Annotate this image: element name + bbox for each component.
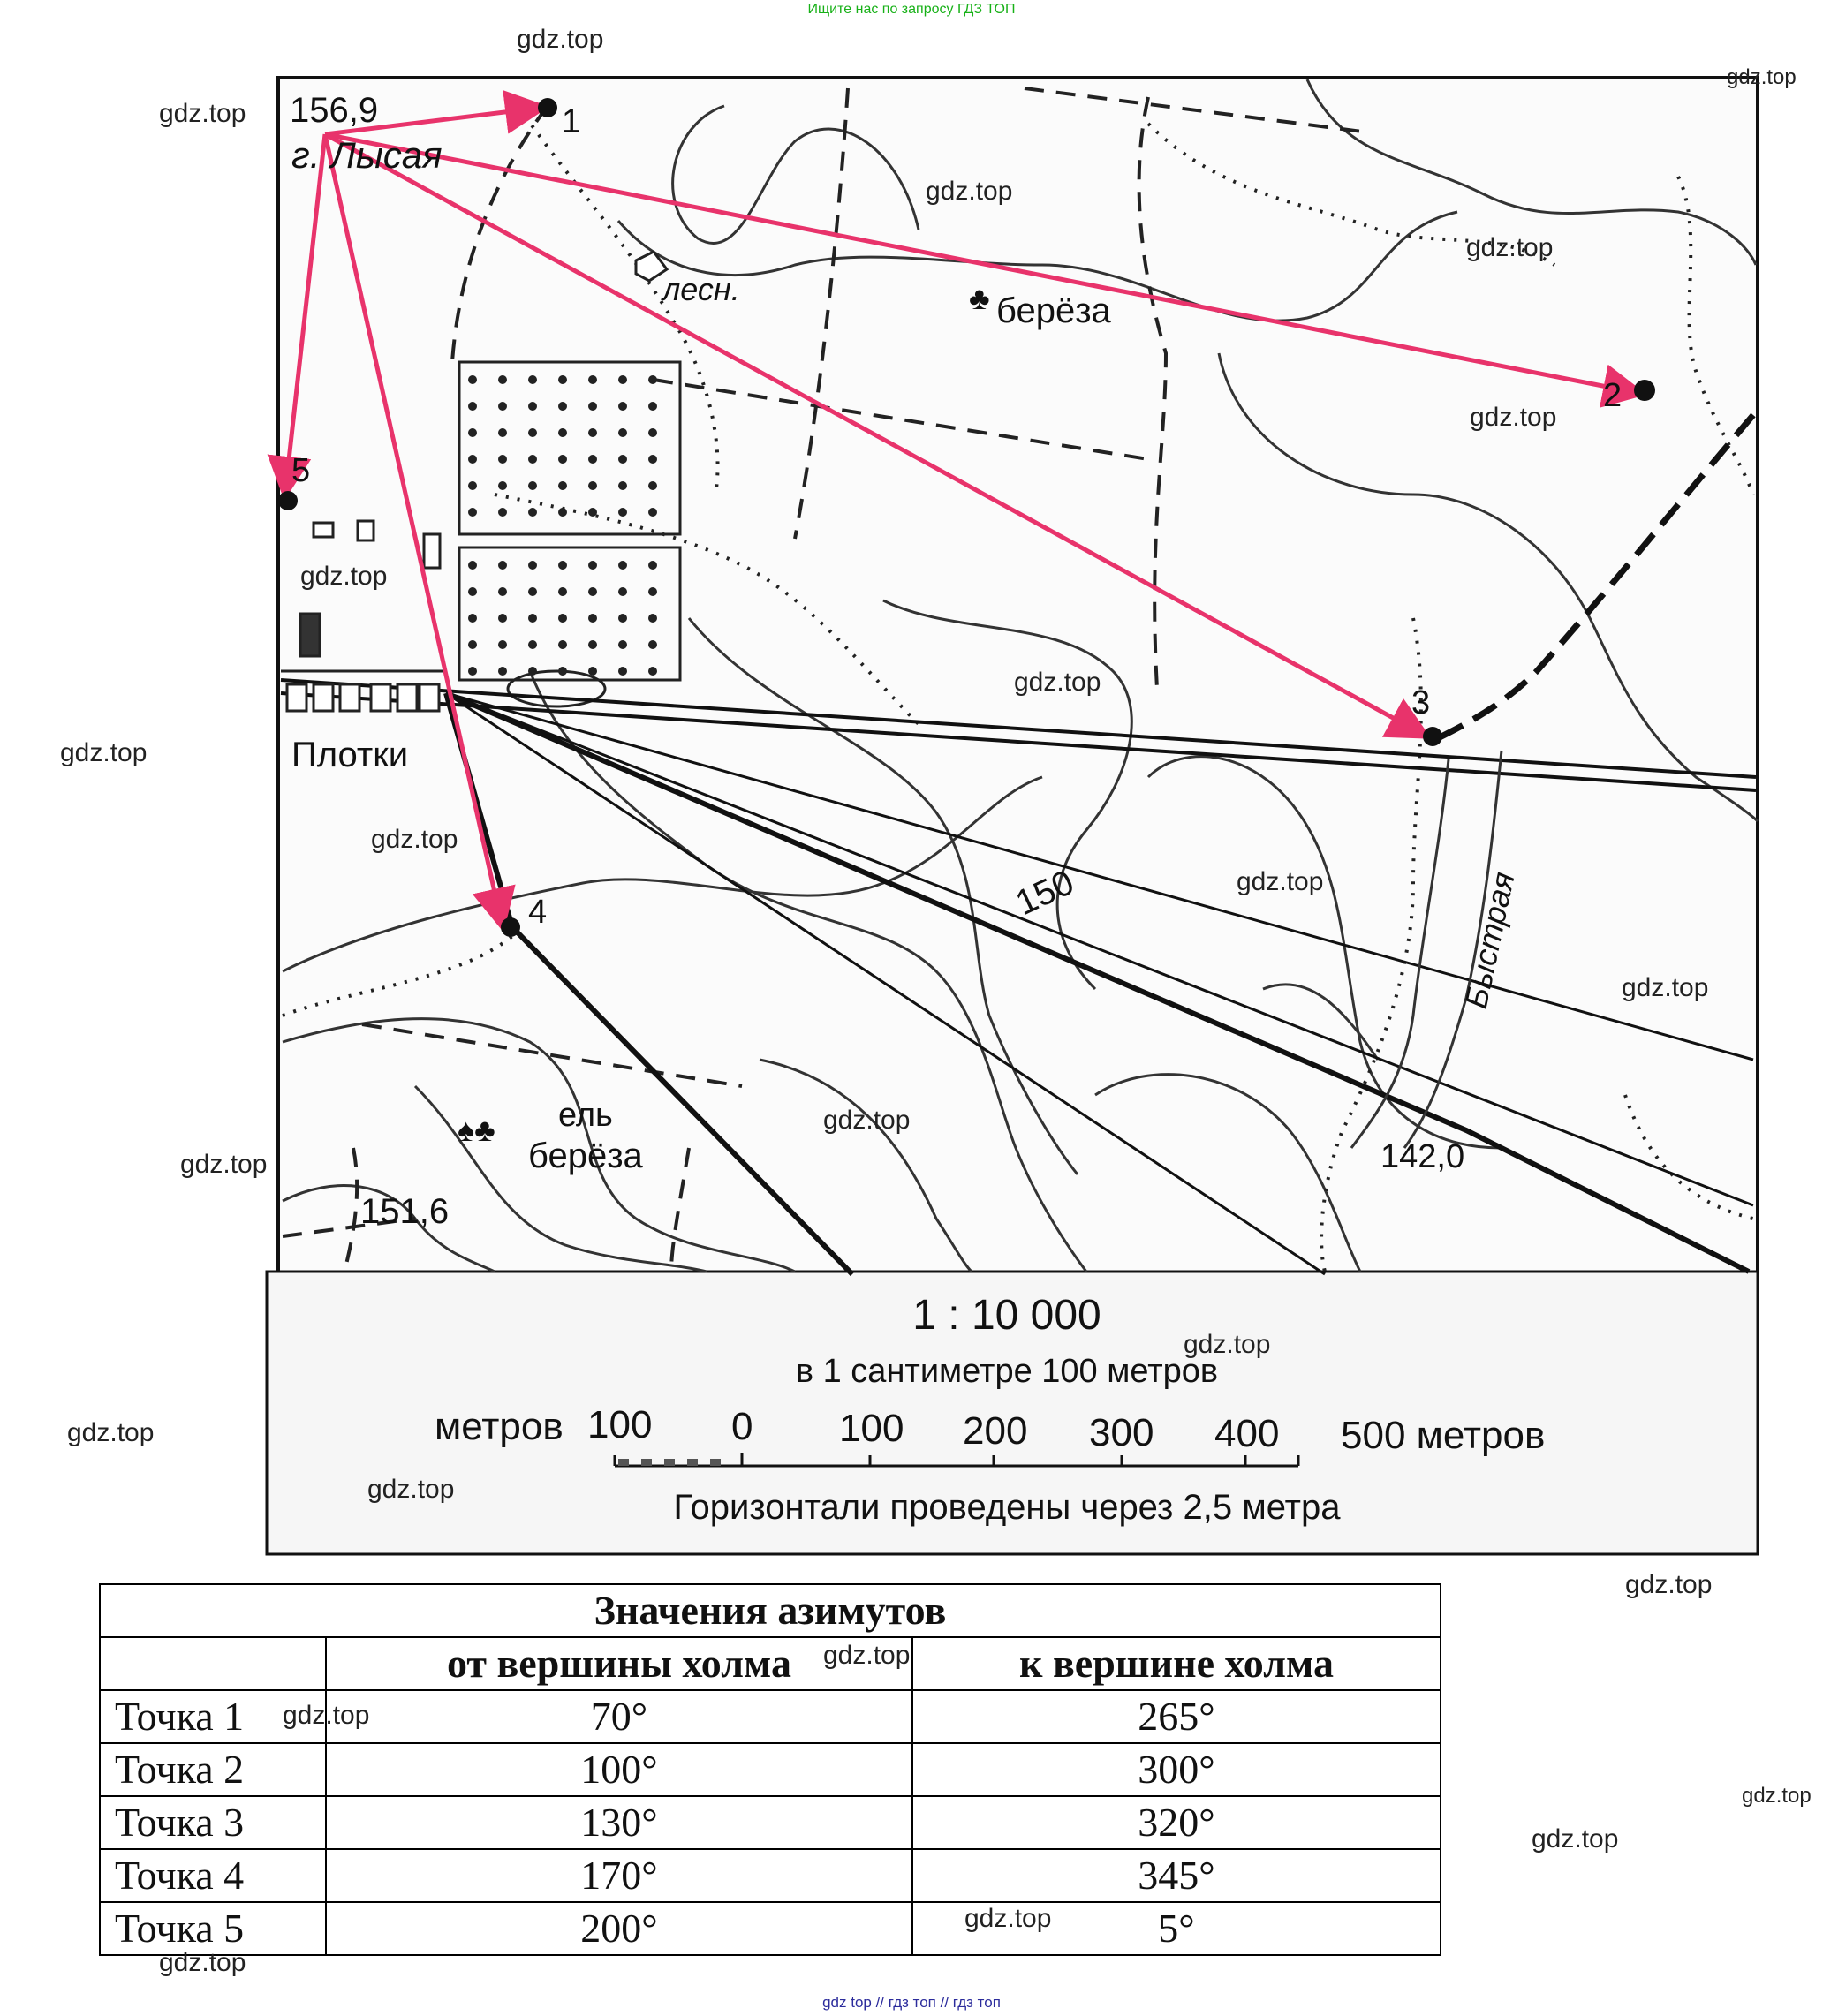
row-to: 265° (912, 1690, 1441, 1743)
orchard-tree-dot (468, 508, 477, 517)
watermark: gdz.top (159, 99, 246, 128)
orchard-tree-dot (588, 561, 597, 570)
row-from: 200° (326, 1902, 912, 1955)
orchard-tree-dot (618, 375, 627, 384)
orchard-tree-dot (618, 402, 627, 411)
orchard-tree-dot (648, 561, 657, 570)
spot-height-142: 142,0 (1380, 1138, 1465, 1175)
svg-text:♠♣: ♠♣ (458, 1112, 495, 1148)
point-4-label: 4 (528, 894, 548, 931)
point-3-label: 3 (1411, 684, 1431, 721)
orchard-tree-dot (648, 667, 657, 676)
orchard-tree-dot (618, 455, 627, 464)
row-to: 345° (912, 1849, 1441, 1902)
orchard-tree-dot (648, 402, 657, 411)
orchard-tree-dot (618, 508, 627, 517)
azimuth-table (99, 1583, 1441, 1956)
orchard-tree-dot (648, 455, 657, 464)
scale-title: 1 : 10 000 (912, 1292, 1101, 1339)
orchard-tree-dot (648, 481, 657, 490)
row-from: 170° (326, 1849, 912, 1902)
orchard-tree-dot (618, 561, 627, 570)
row-from: 100° (326, 1743, 912, 1796)
watermark: gdz.top (1184, 1330, 1271, 1359)
row-point: Точка 3 (100, 1796, 326, 1849)
orchard-tree-dot (498, 481, 507, 490)
orchard-tree-dot (618, 667, 627, 676)
watermark: gdz.top (60, 738, 148, 767)
village-label: Плотки (291, 736, 409, 774)
orchard-tree-dot (468, 614, 477, 623)
watermark: gdz.top (367, 1475, 455, 1504)
header-note: Ищите нас по запросу ГДЗ ТОП (807, 2, 1016, 17)
svg-text:400: 400 (1214, 1412, 1280, 1455)
orchard-tree-dot (618, 587, 627, 596)
orchard-tree-dot (498, 455, 507, 464)
orchard-tree-dot (648, 614, 657, 623)
orchard-tree-dot (528, 375, 537, 384)
orchard-tree-dot (558, 614, 567, 623)
point-1-label: 1 (562, 103, 581, 140)
svg-text:100: 100 (587, 1403, 653, 1446)
table-row (100, 1743, 1441, 1796)
scale-note: в 1 сантиметре 100 метров (795, 1353, 1219, 1390)
svg-text:300: 300 (1089, 1411, 1154, 1454)
orchard-tree-dot (498, 614, 507, 623)
watermark: gdz.top (926, 177, 1013, 206)
orchard-tree-dot (468, 402, 477, 411)
orchard-tree-dot (468, 667, 477, 676)
tree-label-bottom-2: берёза (528, 1136, 643, 1175)
tree-label-bottom-1: ель (558, 1097, 613, 1134)
watermark: gdz.top (1622, 973, 1709, 1002)
svg-text:100: 100 (839, 1407, 904, 1450)
watermark: gdz.top (823, 1106, 911, 1135)
orchard-tree-dot (468, 428, 477, 437)
row-point: Точка 2 (100, 1743, 326, 1796)
row-to: 320° (912, 1796, 1441, 1849)
row-point: Точка 1 (100, 1690, 326, 1743)
watermark: gdz.top (159, 1948, 246, 1977)
row-to: 5° (912, 1902, 1441, 1955)
point-4-marker (501, 917, 520, 937)
svg-text:500 метров: 500 метров (1341, 1414, 1546, 1457)
point-2-label: 2 (1603, 377, 1623, 414)
orchard-tree-dot (588, 587, 597, 596)
orchard-tree-dot (588, 508, 597, 517)
orchard-tree-dot (558, 640, 567, 649)
svg-text:♣: ♣ (969, 280, 990, 316)
orchard-tree-dot (558, 402, 567, 411)
forester-label: лесн. (662, 271, 740, 307)
orchard-tree-dot (498, 667, 507, 676)
orchard-tree-dot (528, 614, 537, 623)
orchard-tree-dot (498, 428, 507, 437)
orchard-tree-dot (468, 561, 477, 570)
orchard-tree-dot (498, 587, 507, 596)
orchard-tree-dot (558, 428, 567, 437)
orchard-tree-dot (588, 375, 597, 384)
orchard-tree-dot (498, 402, 507, 411)
svg-text:200: 200 (963, 1409, 1028, 1453)
orchard-tree-dot (468, 640, 477, 649)
orchard-tree-dot (648, 428, 657, 437)
orchard-tree-dot (558, 587, 567, 596)
orchard-tree-dot (648, 375, 657, 384)
col-header-to: к вершине холма (912, 1637, 1441, 1690)
orchard-tree-dot (588, 667, 597, 676)
orchard-tree-dot (468, 375, 477, 384)
watermark: gdz.top (180, 1150, 268, 1179)
watermark: gdz.top (1237, 867, 1324, 896)
orchard-tree-dot (558, 375, 567, 384)
table-title: Значения азимутов (100, 1584, 1441, 1637)
watermark: gdz.top (1470, 403, 1557, 432)
watermark: gdz.top (517, 25, 604, 54)
point-3-marker (1423, 727, 1442, 746)
orchard-tree-dot (528, 561, 537, 570)
orchard-tree-dot (588, 614, 597, 623)
orchard-tree-dot (558, 481, 567, 490)
orchard-tree-dot (618, 481, 627, 490)
orchard-tree-dot (588, 402, 597, 411)
corner-cell (100, 1637, 326, 1690)
orchard-tree-dot (528, 402, 537, 411)
svg-text:0: 0 (731, 1405, 753, 1448)
row-point: Точка 5 (100, 1902, 326, 1955)
orchard-tree-dot (498, 561, 507, 570)
point-5-marker (278, 491, 298, 510)
orchard-tree-dot (618, 614, 627, 623)
river-label: Быстрая (1456, 868, 1522, 1012)
orchard-tree-dot (528, 481, 537, 490)
orchard-tree-dot (528, 640, 537, 649)
row-point: Точка 4 (100, 1849, 326, 1902)
orchard-tree-dot (528, 428, 537, 437)
orchard-tree-dot (648, 587, 657, 596)
watermark: gdz.top (1727, 65, 1797, 89)
table-row (100, 1849, 1441, 1902)
watermark: gdz.top (1466, 233, 1554, 262)
orchard-tree-dot (588, 640, 597, 649)
footer-note: gdz top // гдз топ // гдз топ (822, 1994, 1001, 2011)
orchard-tree-dot (528, 587, 537, 596)
orchard-tree-dot (648, 508, 657, 517)
contour-label-150: 150 (1010, 863, 1080, 924)
row-from: 130° (326, 1796, 912, 1849)
table-row (100, 1796, 1441, 1849)
orchard-tree-dot (588, 455, 597, 464)
tree-label-top: берёза (996, 291, 1111, 330)
orchard-tree-dot (528, 508, 537, 517)
spot-height-151: 151,6 (360, 1192, 450, 1231)
contour-interval-note: Горизонтали проведены через 2,5 метра (673, 1488, 1341, 1527)
orchard-tree-dot (618, 640, 627, 649)
orchard-tree-dot (588, 428, 597, 437)
peak-height: 156,9 (290, 91, 379, 130)
orchard-tree-dot (498, 508, 507, 517)
watermark: gdz.top (1014, 668, 1101, 697)
orchard-tree-dot (468, 587, 477, 596)
watermark: gdz.top (1532, 1824, 1619, 1854)
orchard-tree-dot (498, 375, 507, 384)
row-to: 300° (912, 1743, 1441, 1796)
orchard-tree-dot (498, 640, 507, 649)
watermark: gdz.top (67, 1418, 155, 1447)
orchard-tree-dot (558, 455, 567, 464)
point-1-marker (538, 98, 557, 117)
orchard-tree-dot (588, 481, 597, 490)
orchard-tree-dot (558, 508, 567, 517)
watermark: gdz.top (371, 825, 458, 854)
peak-name: г. Лысая (291, 134, 443, 176)
col-header-from: от вершины холма (326, 1637, 912, 1690)
row-from: 70° (326, 1690, 912, 1743)
table-row (100, 1902, 1441, 1955)
watermark: gdz.top (300, 562, 388, 591)
orchard-tree-dot (468, 481, 477, 490)
watermark: gdz.top (1742, 1784, 1812, 1808)
point-5-label: 5 (291, 452, 311, 489)
svg-text:метров: метров (435, 1405, 564, 1448)
watermark: gdz.top (964, 1904, 1052, 1933)
watermark: gdz.top (823, 1641, 911, 1670)
point-2-marker (1634, 380, 1655, 401)
orchard-tree-dot (528, 455, 537, 464)
orchard-tree-dot (618, 428, 627, 437)
watermark: gdz.top (1625, 1570, 1713, 1599)
orchard-tree-dot (648, 640, 657, 649)
orchard-tree-dot (558, 561, 567, 570)
watermark: gdz.top (283, 1701, 370, 1730)
orchard-tree-dot (468, 455, 477, 464)
